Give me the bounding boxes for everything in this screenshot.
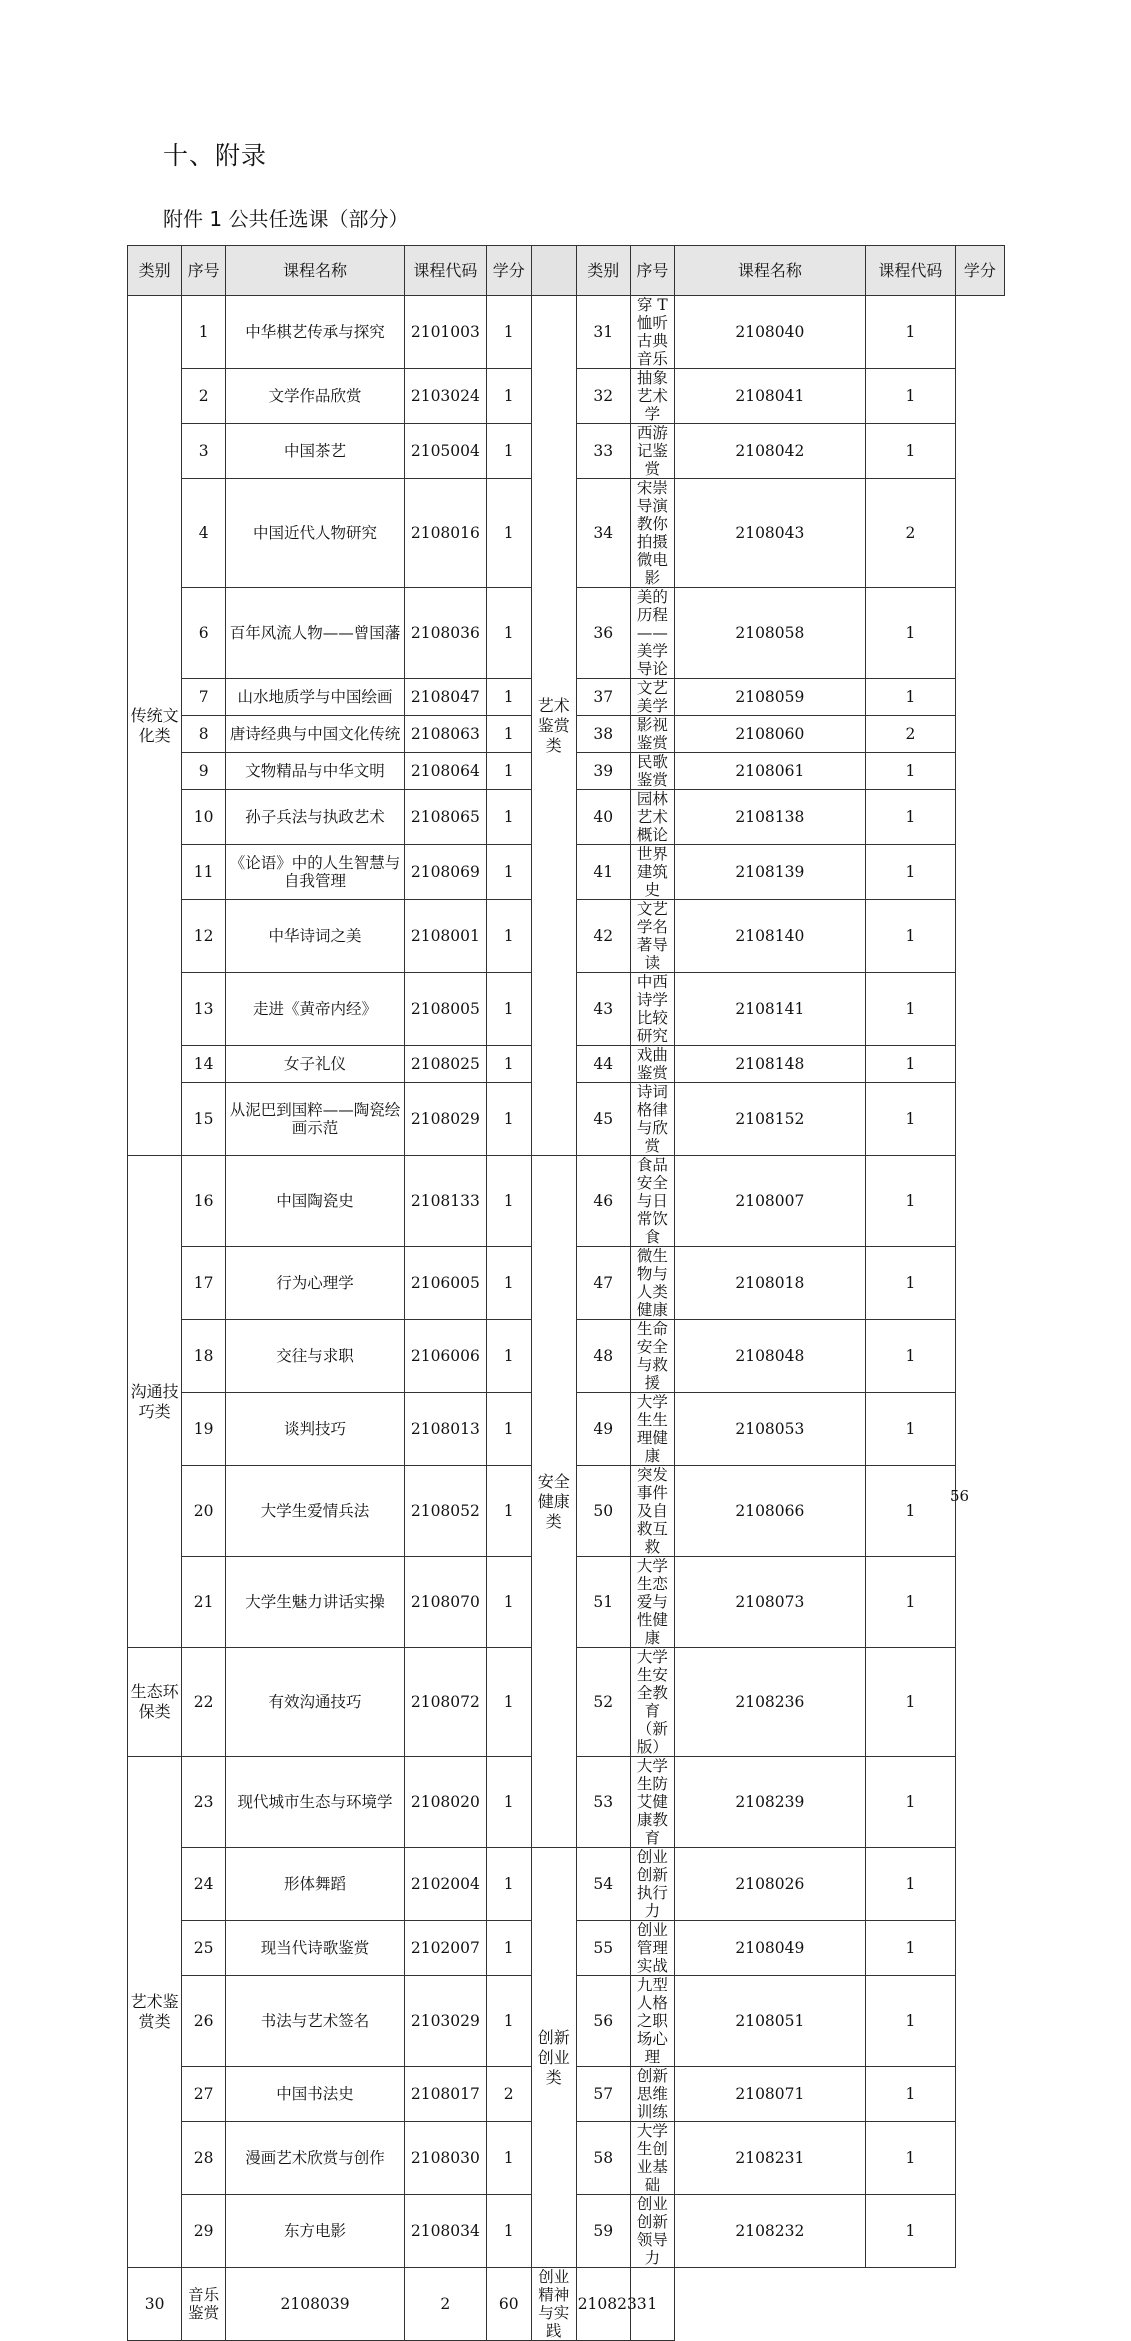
course-credit: 2: [865, 716, 955, 753]
course-number: 29: [182, 2195, 226, 2268]
course-code: 2108001: [404, 900, 486, 973]
course-number: 55: [576, 1921, 630, 1976]
course-credit: 1: [486, 790, 531, 845]
course-credit: 1: [865, 1757, 955, 1848]
course-name: 突发事件及自救互救: [630, 1466, 674, 1557]
course-code: 2106005: [404, 1247, 486, 1320]
table-row: [128, 1156, 1005, 1247]
course-name: 创新思维训练: [630, 2067, 674, 2122]
category-cell: 创新创业类: [531, 1848, 576, 2268]
course-name: 创业创新领导力: [630, 2195, 674, 2268]
header-category: 类别: [576, 246, 630, 296]
course-credit: 1: [486, 679, 531, 716]
course-code: 2108059: [674, 679, 865, 716]
course-name: 戏曲鉴赏: [630, 1046, 674, 1083]
course-name: 生命安全与救援: [630, 1320, 674, 1393]
course-credit: 1: [630, 2268, 674, 2341]
course-code: 2108020: [404, 1757, 486, 1848]
course-code: 2101003: [404, 296, 486, 369]
table-row: [128, 296, 1005, 369]
course-credit: 1: [865, 1976, 955, 2067]
header-number: 序号: [182, 246, 226, 296]
table-header-row: [128, 246, 1005, 296]
course-code: 2108070: [404, 1557, 486, 1648]
course-name: 中国书法史: [226, 2067, 405, 2122]
course-name: 微生物与人类健康: [630, 1247, 674, 1320]
course-number: 16: [182, 1156, 226, 1247]
course-code: 2108065: [404, 790, 486, 845]
course-credit: 1: [865, 973, 955, 1046]
header-course-code: 课程代码: [865, 246, 955, 296]
course-credit: 2: [404, 2268, 486, 2341]
header-course-name: 课程名称: [226, 246, 405, 296]
course-credit: 1: [865, 2067, 955, 2122]
course-code: 2108018: [674, 1247, 865, 1320]
course-name: 大学生防艾健康教育: [630, 1757, 674, 1848]
course-credit: 1: [865, 845, 955, 900]
course-code: 2108141: [674, 973, 865, 1046]
course-credit: 1: [865, 753, 955, 790]
course-code: 2103029: [404, 1976, 486, 2067]
course-number: 17: [182, 1247, 226, 1320]
course-credit: 1: [486, 753, 531, 790]
course-credit: 1: [486, 973, 531, 1046]
course-number: 59: [576, 2195, 630, 2268]
course-credit: 2: [865, 479, 955, 588]
course-code: 2108133: [404, 1156, 486, 1247]
course-number: 50: [576, 1466, 630, 1557]
course-code: 2108138: [674, 790, 865, 845]
course-number: 56: [576, 1976, 630, 2067]
course-number: 27: [182, 2067, 226, 2122]
course-credit: 1: [865, 296, 955, 369]
course-code: 2108140: [674, 900, 865, 973]
course-code: 2108030: [404, 2122, 486, 2195]
course-code: 2108066: [674, 1466, 865, 1557]
course-number: 3: [182, 424, 226, 479]
course-name: 中华棋艺传承与探究: [226, 296, 405, 369]
course-number: 4: [182, 479, 226, 588]
course-number: 23: [182, 1757, 226, 1848]
course-credit: 1: [486, 1466, 531, 1557]
course-number: 15: [182, 1083, 226, 1156]
course-number: 14: [182, 1046, 226, 1083]
course-credit: 1: [486, 1976, 531, 2067]
category-cell: 传统文化类: [128, 296, 182, 1156]
course-number: 46: [576, 1156, 630, 1247]
course-credit: 1: [486, 900, 531, 973]
course-number: 45: [576, 1083, 630, 1156]
course-number: 8: [182, 716, 226, 753]
course-number: 52: [576, 1648, 630, 1757]
course-number: 31: [576, 296, 630, 369]
course-name: 《论语》中的人生智慧与自我管理: [226, 845, 405, 900]
course-code: 2108034: [404, 2195, 486, 2268]
course-credit: 1: [486, 845, 531, 900]
header-credit: 学分: [955, 246, 1004, 296]
course-number: 9: [182, 753, 226, 790]
course-number: 10: [182, 790, 226, 845]
course-number: 38: [576, 716, 630, 753]
column-gap: [531, 246, 576, 296]
table-row: [128, 2268, 1005, 2341]
course-number: 11: [182, 845, 226, 900]
course-code: 2108148: [674, 1046, 865, 1083]
course-credit: 1: [865, 1320, 955, 1393]
course-name: 文艺学名著导读: [630, 900, 674, 973]
course-number: 7: [182, 679, 226, 716]
course-number: 57: [576, 2067, 630, 2122]
course-code: 2108041: [674, 369, 865, 424]
course-credit: 1: [486, 1247, 531, 1320]
course-name: 现当代诗歌鉴赏: [226, 1921, 405, 1976]
course-code: 2108058: [674, 588, 865, 679]
category-cell: 安全健康类: [531, 1156, 576, 1848]
course-code: 2108040: [674, 296, 865, 369]
course-number: 2: [182, 369, 226, 424]
course-credit: 1: [486, 588, 531, 679]
course-code: 2108072: [404, 1648, 486, 1757]
course-name: 中国茶艺: [226, 424, 405, 479]
course-code: 2108232: [674, 2195, 865, 2268]
course-name: 孙子兵法与执政艺术: [226, 790, 405, 845]
course-name: 影视鉴赏: [630, 716, 674, 753]
course-number: 40: [576, 790, 630, 845]
course-code: 2108049: [674, 1921, 865, 1976]
course-credit: 1: [486, 1156, 531, 1247]
course-number: 33: [576, 424, 630, 479]
course-name: 形体舞蹈: [226, 1848, 405, 1921]
course-number: 41: [576, 845, 630, 900]
category-cell: 沟通技巧类: [128, 1156, 182, 1648]
category-cell: 艺术鉴赏类: [531, 296, 576, 1156]
course-name: 创业精神与实践: [531, 2268, 576, 2341]
course-code: 2108051: [674, 1976, 865, 2067]
course-name: 大学生魅力讲话实操: [226, 1557, 405, 1648]
course-credit: 1: [865, 369, 955, 424]
course-number: 30: [128, 2268, 182, 2341]
course-code: 2108043: [674, 479, 865, 588]
course-name: 诗词格律与欣赏: [630, 1083, 674, 1156]
course-number: 22: [182, 1648, 226, 1757]
course-name: 食品安全与日常饮食: [630, 1156, 674, 1247]
course-number: 60: [486, 2268, 531, 2341]
course-credit: 1: [865, 1156, 955, 1247]
course-name: 大学生创业基础: [630, 2122, 674, 2195]
course-credit: 1: [486, 1757, 531, 1848]
course-number: 24: [182, 1848, 226, 1921]
course-code: 2108016: [404, 479, 486, 588]
course-name: 交往与求职: [226, 1320, 405, 1393]
course-name: 女子礼仪: [226, 1046, 405, 1083]
header-category: 类别: [128, 246, 182, 296]
course-credit: 1: [865, 424, 955, 479]
course-credit: 1: [865, 679, 955, 716]
page-number: 56: [950, 1487, 970, 1505]
course-credit: 1: [865, 1921, 955, 1976]
course-code: 2108042: [674, 424, 865, 479]
course-name: 中国近代人物研究: [226, 479, 405, 588]
course-credit: 1: [486, 1083, 531, 1156]
course-number: 34: [576, 479, 630, 588]
course-name: 穿 T 恤听古典音乐: [630, 296, 674, 369]
course-number: 49: [576, 1393, 630, 1466]
course-name: 中华诗词之美: [226, 900, 405, 973]
course-code: 2108005: [404, 973, 486, 1046]
header-course-code: 课程代码: [404, 246, 486, 296]
course-code: 2108036: [404, 588, 486, 679]
course-number: 54: [576, 1848, 630, 1921]
table-row: [128, 1848, 1005, 1921]
course-name: 中国陶瓷史: [226, 1156, 405, 1247]
course-number: 19: [182, 1393, 226, 1466]
course-code: 2108048: [674, 1320, 865, 1393]
course-number: 12: [182, 900, 226, 973]
course-code: 2108233: [576, 2268, 630, 2341]
course-number: 20: [182, 1466, 226, 1557]
course-name: 宋崇导演教你拍摄微电影: [630, 479, 674, 588]
header-course-name: 课程名称: [674, 246, 865, 296]
course-credit: 1: [865, 1393, 955, 1466]
course-number: 18: [182, 1320, 226, 1393]
course-name: 唐诗经典与中国文化传统: [226, 716, 405, 753]
course-credit: 1: [486, 1557, 531, 1648]
course-name: 创业创新执行力: [630, 1848, 674, 1921]
course-credit: 1: [486, 2122, 531, 2195]
course-credit: 1: [865, 1648, 955, 1757]
course-name: 谈判技巧: [226, 1393, 405, 1466]
course-code: 2108047: [404, 679, 486, 716]
course-name: 民歌鉴赏: [630, 753, 674, 790]
course-code: 2105004: [404, 424, 486, 479]
course-code: 2108025: [404, 1046, 486, 1083]
course-credit: 1: [486, 1648, 531, 1757]
course-name: 世界建筑史: [630, 845, 674, 900]
course-credit: 1: [486, 1393, 531, 1466]
course-number: 51: [576, 1557, 630, 1648]
course-credit: 1: [865, 2195, 955, 2268]
course-code: 2108060: [674, 716, 865, 753]
course-number: 1: [182, 296, 226, 369]
course-name: 中西诗学比较研究: [630, 973, 674, 1046]
course-number: 36: [576, 588, 630, 679]
course-credit: 1: [486, 369, 531, 424]
course-code: 2108239: [674, 1757, 865, 1848]
course-credit: 1: [865, 790, 955, 845]
course-credit: 1: [486, 1320, 531, 1393]
course-name: 创业管理实战: [630, 1921, 674, 1976]
category-cell: 艺术鉴赏类: [128, 1757, 182, 2268]
course-number: 28: [182, 2122, 226, 2195]
course-name: 百年风流人物——曾国藩: [226, 588, 405, 679]
course-credit: 1: [486, 1848, 531, 1921]
course-name: 美的历程——美学导论: [630, 588, 674, 679]
course-credit: 1: [865, 900, 955, 973]
course-name: 书法与艺术签名: [226, 1976, 405, 2067]
course-code: 2102007: [404, 1921, 486, 1976]
course-code: 2108061: [674, 753, 865, 790]
course-credit: 1: [486, 1921, 531, 1976]
course-credit: 1: [486, 479, 531, 588]
course-name: 东方电影: [226, 2195, 405, 2268]
course-credit: 1: [486, 296, 531, 369]
course-code: 2108017: [404, 2067, 486, 2122]
course-number: 43: [576, 973, 630, 1046]
course-code: 2102004: [404, 1848, 486, 1921]
section-title: 十、附录: [163, 141, 268, 170]
appendix-subtitle: 附件 1 公共任选课（部分）: [163, 207, 409, 231]
course-number: 58: [576, 2122, 630, 2195]
course-name: 抽象艺术学: [630, 369, 674, 424]
course-code: 2108236: [674, 1648, 865, 1757]
course-code: 2108029: [404, 1083, 486, 1156]
course-name: 走进《黄帝内经》: [226, 973, 405, 1046]
course-code: 2108064: [404, 753, 486, 790]
course-credit: 1: [865, 588, 955, 679]
course-name: 大学生爱情兵法: [226, 1466, 405, 1557]
course-name: 大学生生理健康: [630, 1393, 674, 1466]
course-code: 2108013: [404, 1393, 486, 1466]
course-code: 2108063: [404, 716, 486, 753]
course-number: 21: [182, 1557, 226, 1648]
course-name: 园林艺术概论: [630, 790, 674, 845]
course-number: 32: [576, 369, 630, 424]
course-name: 文物精品与中华文明: [226, 753, 405, 790]
course-number: 26: [182, 1976, 226, 2067]
course-credit: 1: [865, 1247, 955, 1320]
header-credit: 学分: [486, 246, 531, 296]
course-number: 48: [576, 1320, 630, 1393]
course-code: 2103024: [404, 369, 486, 424]
course-credit: 1: [865, 1466, 955, 1557]
course-code: 2108071: [674, 2067, 865, 2122]
course-credit: 1: [486, 716, 531, 753]
course-name: 大学生恋爱与性健康: [630, 1557, 674, 1648]
category-cell: 生态环保类: [128, 1648, 182, 1757]
course-name: 西游记鉴赏: [630, 424, 674, 479]
course-credit: 1: [865, 1557, 955, 1648]
course-name: 九型人格之职场心理: [630, 1976, 674, 2067]
course-number: 6: [182, 588, 226, 679]
course-table: [127, 245, 1005, 2341]
course-name: 大学生安全教育（新版）: [630, 1648, 674, 1757]
course-name: 漫画艺术欣赏与创作: [226, 2122, 405, 2195]
course-name: 有效沟通技巧: [226, 1648, 405, 1757]
course-credit: 1: [865, 1083, 955, 1156]
table-body: [128, 296, 1005, 2341]
course-number: 53: [576, 1757, 630, 1848]
course-code: 2108039: [226, 2268, 405, 2341]
course-code: 2108139: [674, 845, 865, 900]
course-number: 42: [576, 900, 630, 973]
course-name: 文学作品欣赏: [226, 369, 405, 424]
course-name: 行为心理学: [226, 1247, 405, 1320]
course-number: 25: [182, 1921, 226, 1976]
course-credit: 1: [486, 424, 531, 479]
course-code: 2108152: [674, 1083, 865, 1156]
course-code: 2108231: [674, 2122, 865, 2195]
course-name: 现代城市生态与环境学: [226, 1757, 405, 1848]
course-name: 山水地质学与中国绘画: [226, 679, 405, 716]
course-credit: 1: [486, 2195, 531, 2268]
course-credit: 1: [865, 1848, 955, 1921]
course-name: 音乐鉴赏: [182, 2268, 226, 2341]
course-number: 44: [576, 1046, 630, 1083]
course-code: 2108026: [674, 1848, 865, 1921]
course-credit: 2: [486, 2067, 531, 2122]
course-code: 2108069: [404, 845, 486, 900]
course-number: 47: [576, 1247, 630, 1320]
course-credit: 1: [865, 1046, 955, 1083]
course-number: 13: [182, 973, 226, 1046]
header-number: 序号: [630, 246, 674, 296]
course-credit: 1: [865, 2122, 955, 2195]
course-number: 39: [576, 753, 630, 790]
course-code: 2106006: [404, 1320, 486, 1393]
course-code: 2108052: [404, 1466, 486, 1557]
course-name: 文艺美学: [630, 679, 674, 716]
course-number: 37: [576, 679, 630, 716]
course-code: 2108053: [674, 1393, 865, 1466]
course-code: 2108073: [674, 1557, 865, 1648]
course-credit: 1: [486, 1046, 531, 1083]
course-name: 从泥巴到国粹——陶瓷绘画示范: [226, 1083, 405, 1156]
course-code: 2108007: [674, 1156, 865, 1247]
